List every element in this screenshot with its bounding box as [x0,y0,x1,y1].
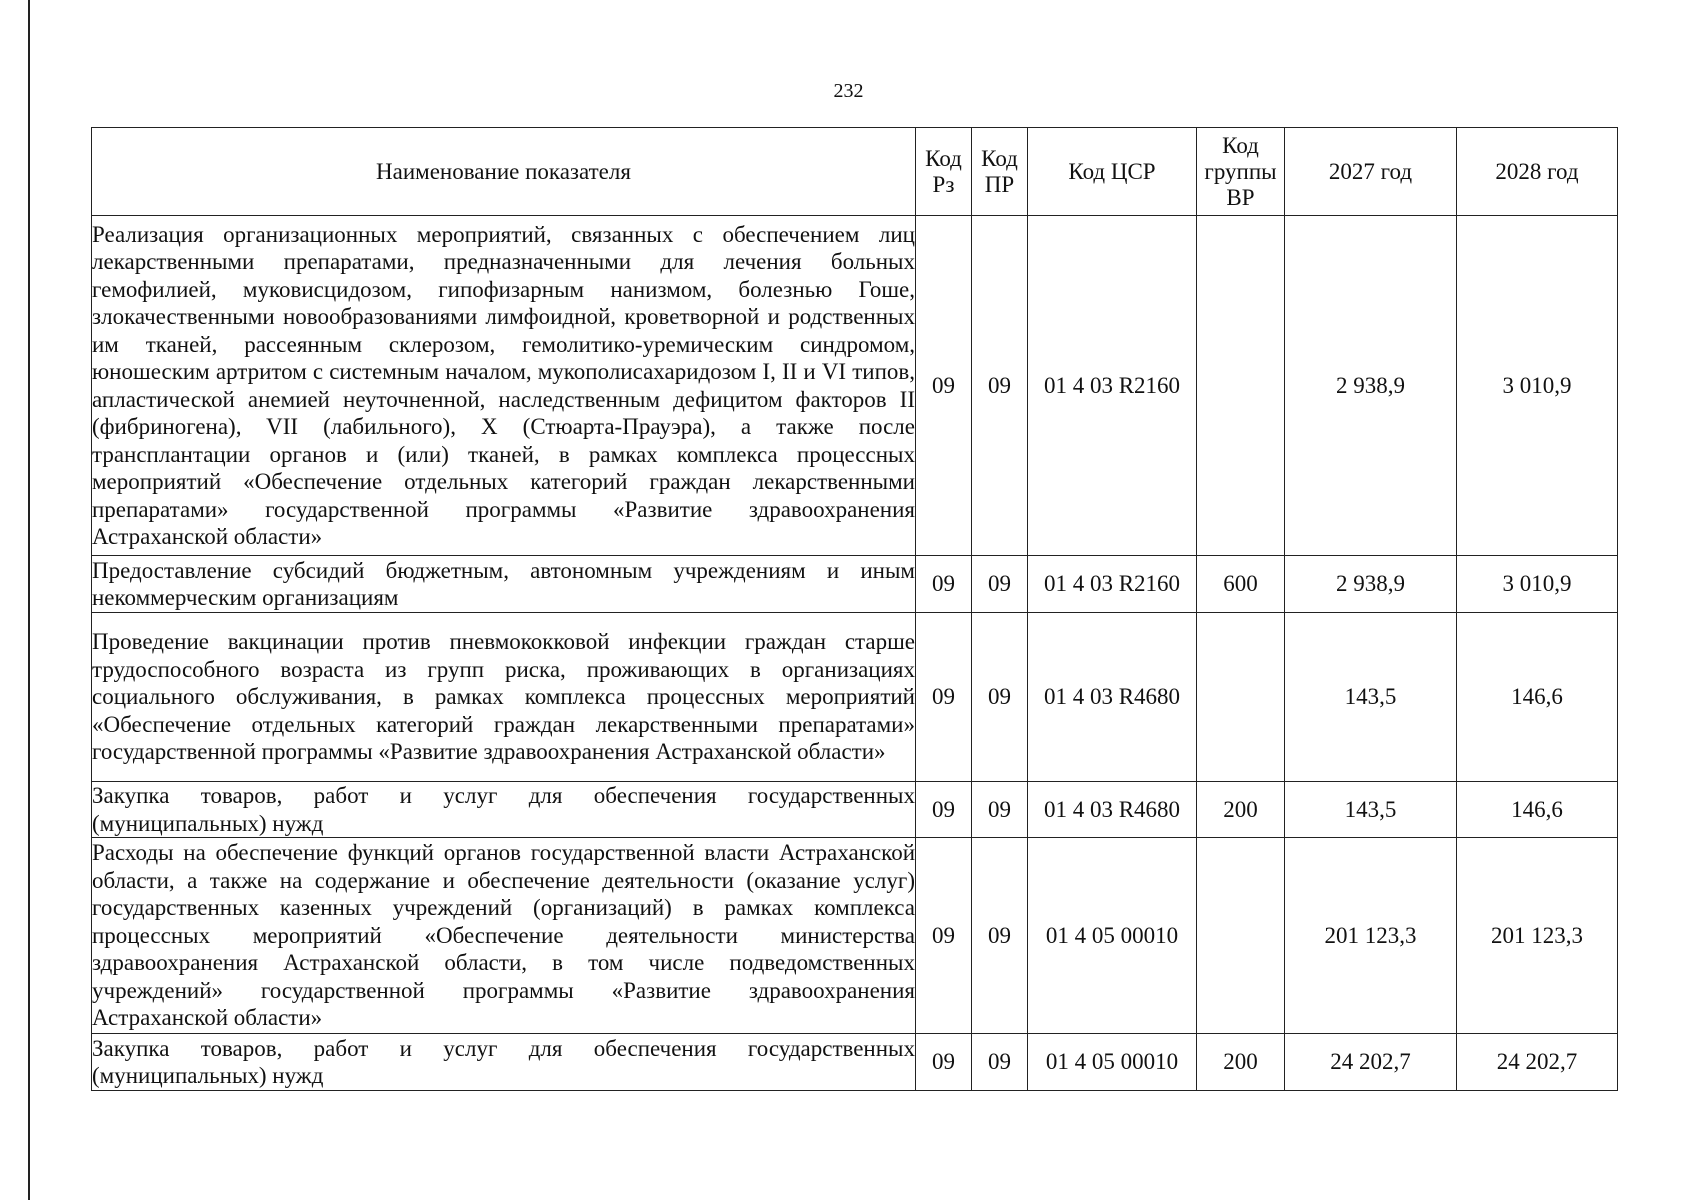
cell-pr: 09 [972,556,1028,613]
table-row [92,782,1618,838]
cell-2027: 143,5 [1285,782,1457,838]
cell-2027: 2 938,9 [1285,556,1457,613]
cell-2027: 201 123,3 [1285,838,1457,1034]
table-row [92,216,1618,556]
cell-vr: 200 [1197,1034,1285,1091]
table-header-row [92,128,1618,216]
cell-2028: 24 202,7 [1457,1034,1618,1091]
table-row [92,838,1618,1034]
header-pr: Код ПР [972,128,1028,216]
cell-2028: 146,6 [1457,782,1618,838]
cell-rz: 09 [916,613,972,782]
cell-csr: 01 4 05 00010 [1028,1034,1197,1091]
cell-name: Реализация организационных мероприятий, связанных с обеспечением лиц лекарственными препаратами, предназначенными для лечения больных гемофилией, муковисцидозом, гипофизарным нанизмом, болезнью Гоше, злокачественными новообразованиями лимфоидной, кроветворной и родственных им тканей, рассеянным склерозом, гемолитико-уремическим синдромом, юношеским артритом с системным началом, мукополисахаридозом I, II и VI типов, апластической анемией неуточненной, наследственным дефицитом факторов II (фибриногена), VII (лабильного), X (Стюарта-Прауэра), а также после трансплантации органов и (или) тканей, в рамках комплекса процессных мероприятий «Обеспечение отдельных категорий граждан лекарственными препаратами» государственной программы «Развитие здравоохранения Астраханской области» [92,216,916,556]
cell-vr [1197,613,1285,782]
cell-name: Закупка товаров, работ и услуг для обеспечения государственных (муниципальных) нужд [92,783,915,836]
cell-name: Расходы на обеспечение функций органов государственной власти Астраханской области, а также на содержание и обеспечение деятельности (оказание услуг) государственных казенных учреждений (организаций) в рамках комплекса процессных мероприятий «Обеспечение деятельности министерства здравоохранения Астраханской области, в том числе подведомственных учреждений» государственной программы «Развитие здравоохранения Астраханской области» [92,838,916,1034]
cell-csr: 01 4 03 R4680 [1028,782,1197,838]
header-2028: 2028 год [1457,128,1618,216]
cell-2028: 146,6 [1457,613,1618,782]
cell-rz: 09 [916,1034,972,1091]
table-row [92,556,1618,613]
header-name: Наименование показателя [92,128,916,216]
cell-rz: 09 [916,216,972,556]
cell-pr: 09 [972,216,1028,556]
table-row [92,1034,1618,1091]
cell-pr: 09 [972,613,1028,782]
cell-csr: 01 4 03 R2160 [1028,216,1197,556]
cell-pr: 09 [972,838,1028,1034]
cell-2028: 3 010,9 [1457,556,1618,613]
table-row [92,613,1618,782]
page-number [0,80,1697,103]
cell-csr: 01 4 03 R4680 [1028,613,1197,782]
cell-rz: 09 [916,556,972,613]
binding-margin-line [28,0,30,1200]
header-2027: 2027 год [1285,128,1457,216]
cell-2027: 24 202,7 [1285,1034,1457,1091]
cell-name: Закупка товаров, работ и услуг для обеспечения государственных (муниципальных) нужд [92,1034,916,1091]
cell-name: Проведение вакцинации против пневмококковой инфекции граждан старше трудоспособного возраста из групп риска, проживающих в организациях социального обслуживания, в рамках комплекса процессных мероприятий «Обеспечение отдельных категорий граждан лекарственными препаратами» государственной программы «Развитие здравоохранения Астраханской области» [92,613,916,782]
budget-table [91,127,1618,1091]
cell-csr: 01 4 03 R2160 [1028,556,1197,613]
cell-pr: 09 [972,782,1028,838]
cell-rz: 09 [916,838,972,1034]
cell-2027: 2 938,9 [1285,216,1457,556]
cell-vr: 600 [1197,556,1285,613]
cell-vr [1197,216,1285,556]
cell-csr: 01 4 05 00010 [1028,838,1197,1034]
header-rz: Код Рз [916,128,972,216]
header-csr: Код ЦСР [1028,128,1197,216]
cell-rz: 09 [916,782,972,838]
cell-vr: 200 [1197,782,1285,838]
cell-pr: 09 [972,1034,1028,1091]
cell-name: Предоставление субсидий бюджетным, автономным учреждениям и иным некоммерческим организациям [92,556,916,613]
page-number-text: 232 [833,80,864,102]
cell-2028: 201 123,3 [1457,838,1618,1034]
cell-2027: 143,5 [1285,613,1457,782]
cell-2028: 3 010,9 [1457,216,1618,556]
cell-vr [1197,838,1285,1034]
header-vr: Код группы ВР [1197,128,1285,216]
